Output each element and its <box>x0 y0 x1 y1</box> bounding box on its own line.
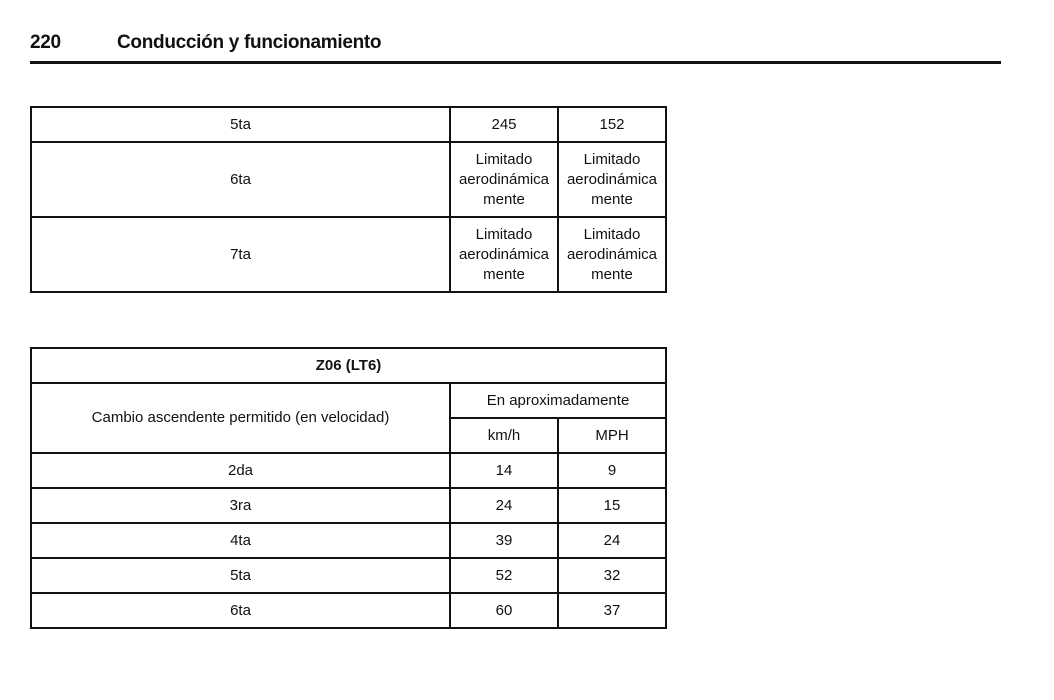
gear-cell: 7ta <box>31 217 450 292</box>
gear-cell: 4ta <box>31 523 450 558</box>
mph-cell: 24 <box>558 523 666 558</box>
z06-shift-table <box>30 347 667 629</box>
section-title: Conducción y funcionamiento <box>117 32 382 53</box>
mph-cell: Limitado aerodinámica mente <box>558 217 666 292</box>
table-title-row <box>31 348 666 383</box>
gear-cell: 5ta <box>31 558 450 593</box>
kmh-cell: Limitado aerodinámica mente <box>450 142 558 217</box>
kmh-cell: Limitado aerodinámica mente <box>450 217 558 292</box>
table-row <box>31 593 666 628</box>
approx-header: En aproximadamente <box>450 383 666 418</box>
table-title: Z06 (LT6) <box>31 348 666 383</box>
mph-cell: 9 <box>558 453 666 488</box>
mph-cell: 32 <box>558 558 666 593</box>
mph-cell: 152 <box>558 107 666 142</box>
kmh-cell: 14 <box>450 453 558 488</box>
table-row <box>31 558 666 593</box>
page-number: 220 <box>30 32 61 53</box>
table-row <box>31 453 666 488</box>
kmh-cell: 52 <box>450 558 558 593</box>
table-row <box>31 488 666 523</box>
gear-cell: 3ra <box>31 488 450 523</box>
page-header <box>30 30 1001 64</box>
gear-cell: 2da <box>31 453 450 488</box>
table-row <box>31 523 666 558</box>
gear-column-header: Cambio ascendente permitido (en velocidad) <box>31 383 450 453</box>
mph-cell: 37 <box>558 593 666 628</box>
kmh-column-header: km/h <box>450 418 558 453</box>
kmh-cell: 39 <box>450 523 558 558</box>
mph-column-header: MPH <box>558 418 666 453</box>
kmh-cell: 60 <box>450 593 558 628</box>
kmh-cell: 24 <box>450 488 558 523</box>
mph-cell: Limitado aerodinámica mente <box>558 142 666 217</box>
table-row <box>31 217 666 292</box>
kmh-cell: 245 <box>450 107 558 142</box>
gear-cell: 5ta <box>31 107 450 142</box>
top-speed-table <box>30 106 667 293</box>
gear-cell: 6ta <box>31 593 450 628</box>
mph-cell: 15 <box>558 488 666 523</box>
table-row <box>31 107 666 142</box>
table-header-row <box>31 383 666 418</box>
gear-cell: 6ta <box>31 142 450 217</box>
table-row <box>31 142 666 217</box>
